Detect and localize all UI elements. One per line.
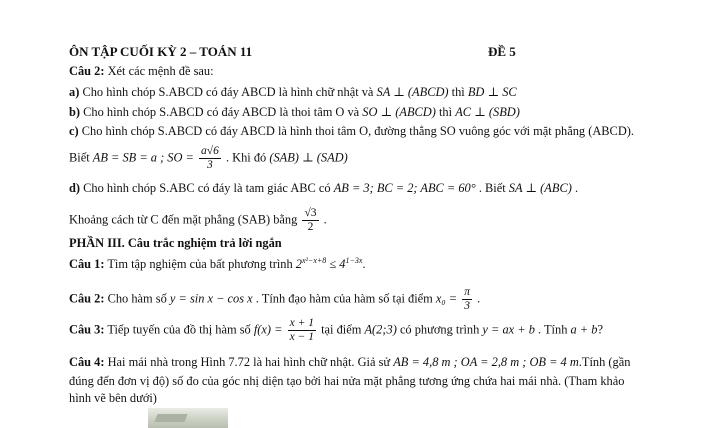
question-text: Hai mái nhà trong Hình 7.72 là hai hình chữ nhật. Giả sử bbox=[107, 355, 391, 369]
math-expr: AC ⊥ (SBD) bbox=[455, 105, 520, 119]
part3-question-3: Câu 3: Tiếp tuyến của đồ thị hàm số f(x) = $\frac{x + 1}{x - 1}$ tại điểm A(2;3) có phương trình y = ax + b . Tính a + b? bbox=[69, 317, 603, 344]
statement-d-line2: Khoảng cách từ C đến mặt phẳng (SAB) bằng $\frac{√3}{2}$ . bbox=[69, 207, 327, 234]
fraction-denominator: 3 bbox=[207, 159, 213, 172]
statement-a bbox=[69, 84, 720, 100]
statement-c bbox=[69, 124, 720, 139]
math-expr: SA ⊥ (ABC) bbox=[508, 181, 572, 195]
statement-label: b) bbox=[69, 105, 81, 119]
statement-label: c) bbox=[69, 124, 79, 138]
question-label: Câu 2: bbox=[69, 291, 105, 306]
math-expr: f(x) = bbox=[253, 322, 283, 337]
math-expr: AB = SB = a ; SO = bbox=[92, 150, 194, 165]
question-text: có phương trình bbox=[399, 322, 480, 337]
part-3-heading: PHẦN III. Câu trắc nghiệm trả lời ngắn bbox=[69, 236, 282, 250]
statement-text: . bbox=[574, 181, 579, 195]
question-label: Câu 2: bbox=[69, 64, 105, 78]
question-text: tại điểm bbox=[321, 322, 362, 337]
question-2-heading bbox=[69, 64, 720, 79]
worksheet-title: ÔN TẬP CUỐI KỲ 2 – TOÁN 11 bbox=[69, 44, 253, 59]
statement-text: Cho hình chóp S.ABCD có đáy ABCD là thoi tâm O và bbox=[83, 105, 360, 119]
statement-c-line2 bbox=[69, 145, 720, 172]
statement-text: Biết bbox=[69, 150, 90, 165]
fraction bbox=[462, 286, 472, 313]
math-expr: SO ⊥ (ABCD) bbox=[362, 105, 436, 119]
question-label: Câu 3: bbox=[69, 322, 105, 337]
fraction bbox=[302, 207, 318, 234]
statement-text: thì bbox=[451, 85, 465, 99]
math-expr: AB = 4,8 m ; OA = 2,8 m ; OB = 4 m bbox=[393, 355, 579, 369]
math-expr: A(2;3) bbox=[364, 322, 397, 337]
math-expr: x₀ = bbox=[435, 291, 458, 306]
fraction-denominator: x − 1 bbox=[289, 331, 314, 344]
fraction-numerator: π bbox=[462, 286, 472, 300]
statement-text: . Khi đó bbox=[225, 150, 267, 165]
statement-text: Cho hình chóp S.ABCD có đáy ABCD là hình thoi tâm O, đường thẳng SO vuông góc với mặt phẳng (ABCD). bbox=[81, 124, 634, 138]
exam-code: ĐỀ 5 bbox=[488, 44, 516, 59]
part3-question-2: Câu 2: Cho hàm số y = sin x − cos x . Tính đạo hàm của hàm số tại điểm x₀ = $\frac{\pi}{3}$ . bbox=[69, 286, 481, 313]
question-text: . Tính đạo hàm của hàm số tại điểm bbox=[255, 291, 433, 306]
question-text: Xét các mệnh đề sau: bbox=[107, 64, 214, 78]
statement-text: . Biết bbox=[478, 181, 506, 195]
question-text: . Tính bbox=[538, 322, 568, 337]
math-expr: (SAB) ⊥ (SAD) bbox=[269, 150, 348, 165]
statement-text: Khoảng cách từ C đến mặt phẳng (SAB) bằng bbox=[69, 212, 298, 227]
fraction bbox=[199, 145, 221, 172]
math-expr: $2^{x^2-x+8} \le 4^{1-3x}$ bbox=[295, 256, 363, 272]
statement-text: Cho hình chóp S.ABCD có đáy ABCD là hình chữ nhật và bbox=[82, 85, 374, 99]
math-expr: BD ⊥ SC bbox=[467, 85, 517, 99]
question-label: Câu 4: bbox=[69, 355, 105, 369]
statement-label: d) bbox=[69, 181, 81, 195]
fraction-numerator: √3 bbox=[302, 207, 318, 221]
fraction-numerator: x + 1 bbox=[288, 317, 316, 331]
statement-text: Cho hình chóp S.ABC có đáy là tam giác ABC có bbox=[83, 181, 331, 195]
statement-d bbox=[69, 180, 720, 196]
part3-question-1: Câu 1: Tìm tập nghiệm của bất phương trình $2^{x^2-x+8} \le 4^{1-3x}$. bbox=[69, 256, 366, 272]
question-4-line2: đúng đến đơn vị độ) số đo của góc nhị diện tạo bởi hai nửa mặt phẳng tương ứng chứa hai mái nhà. (Tham khảo bbox=[69, 374, 625, 388]
math-expr: y = sin x − cos x bbox=[169, 291, 253, 306]
question-text: .Tính (gần bbox=[578, 355, 631, 369]
question-text: Tìm tập nghiệm của bất phương trình bbox=[107, 257, 293, 272]
statement-b bbox=[69, 104, 720, 120]
math-expr: SA ⊥ (ABCD) bbox=[376, 85, 449, 99]
math-expr: y = ax + b bbox=[482, 322, 535, 337]
statement-label: a) bbox=[69, 85, 80, 99]
math-expr: AB = 3; BC = 2; ABC = 60° bbox=[333, 181, 476, 195]
fraction bbox=[288, 317, 316, 344]
question-label: Câu 1: bbox=[69, 257, 105, 272]
fraction-denominator: 2 bbox=[307, 221, 314, 234]
statement-text: thì bbox=[438, 105, 453, 119]
roof-figure-image bbox=[148, 408, 228, 428]
question-text: Cho hàm số bbox=[107, 291, 167, 306]
fraction-numerator: a√6 bbox=[199, 145, 221, 159]
question-4-line3: hình vẽ bên dưới) bbox=[69, 391, 157, 405]
math-expr: a + b bbox=[570, 322, 598, 337]
question-text: Tiếp tuyến của đồ thị hàm số bbox=[107, 322, 251, 337]
fraction-denominator: 3 bbox=[464, 300, 471, 313]
part3-question-4 bbox=[69, 355, 720, 370]
